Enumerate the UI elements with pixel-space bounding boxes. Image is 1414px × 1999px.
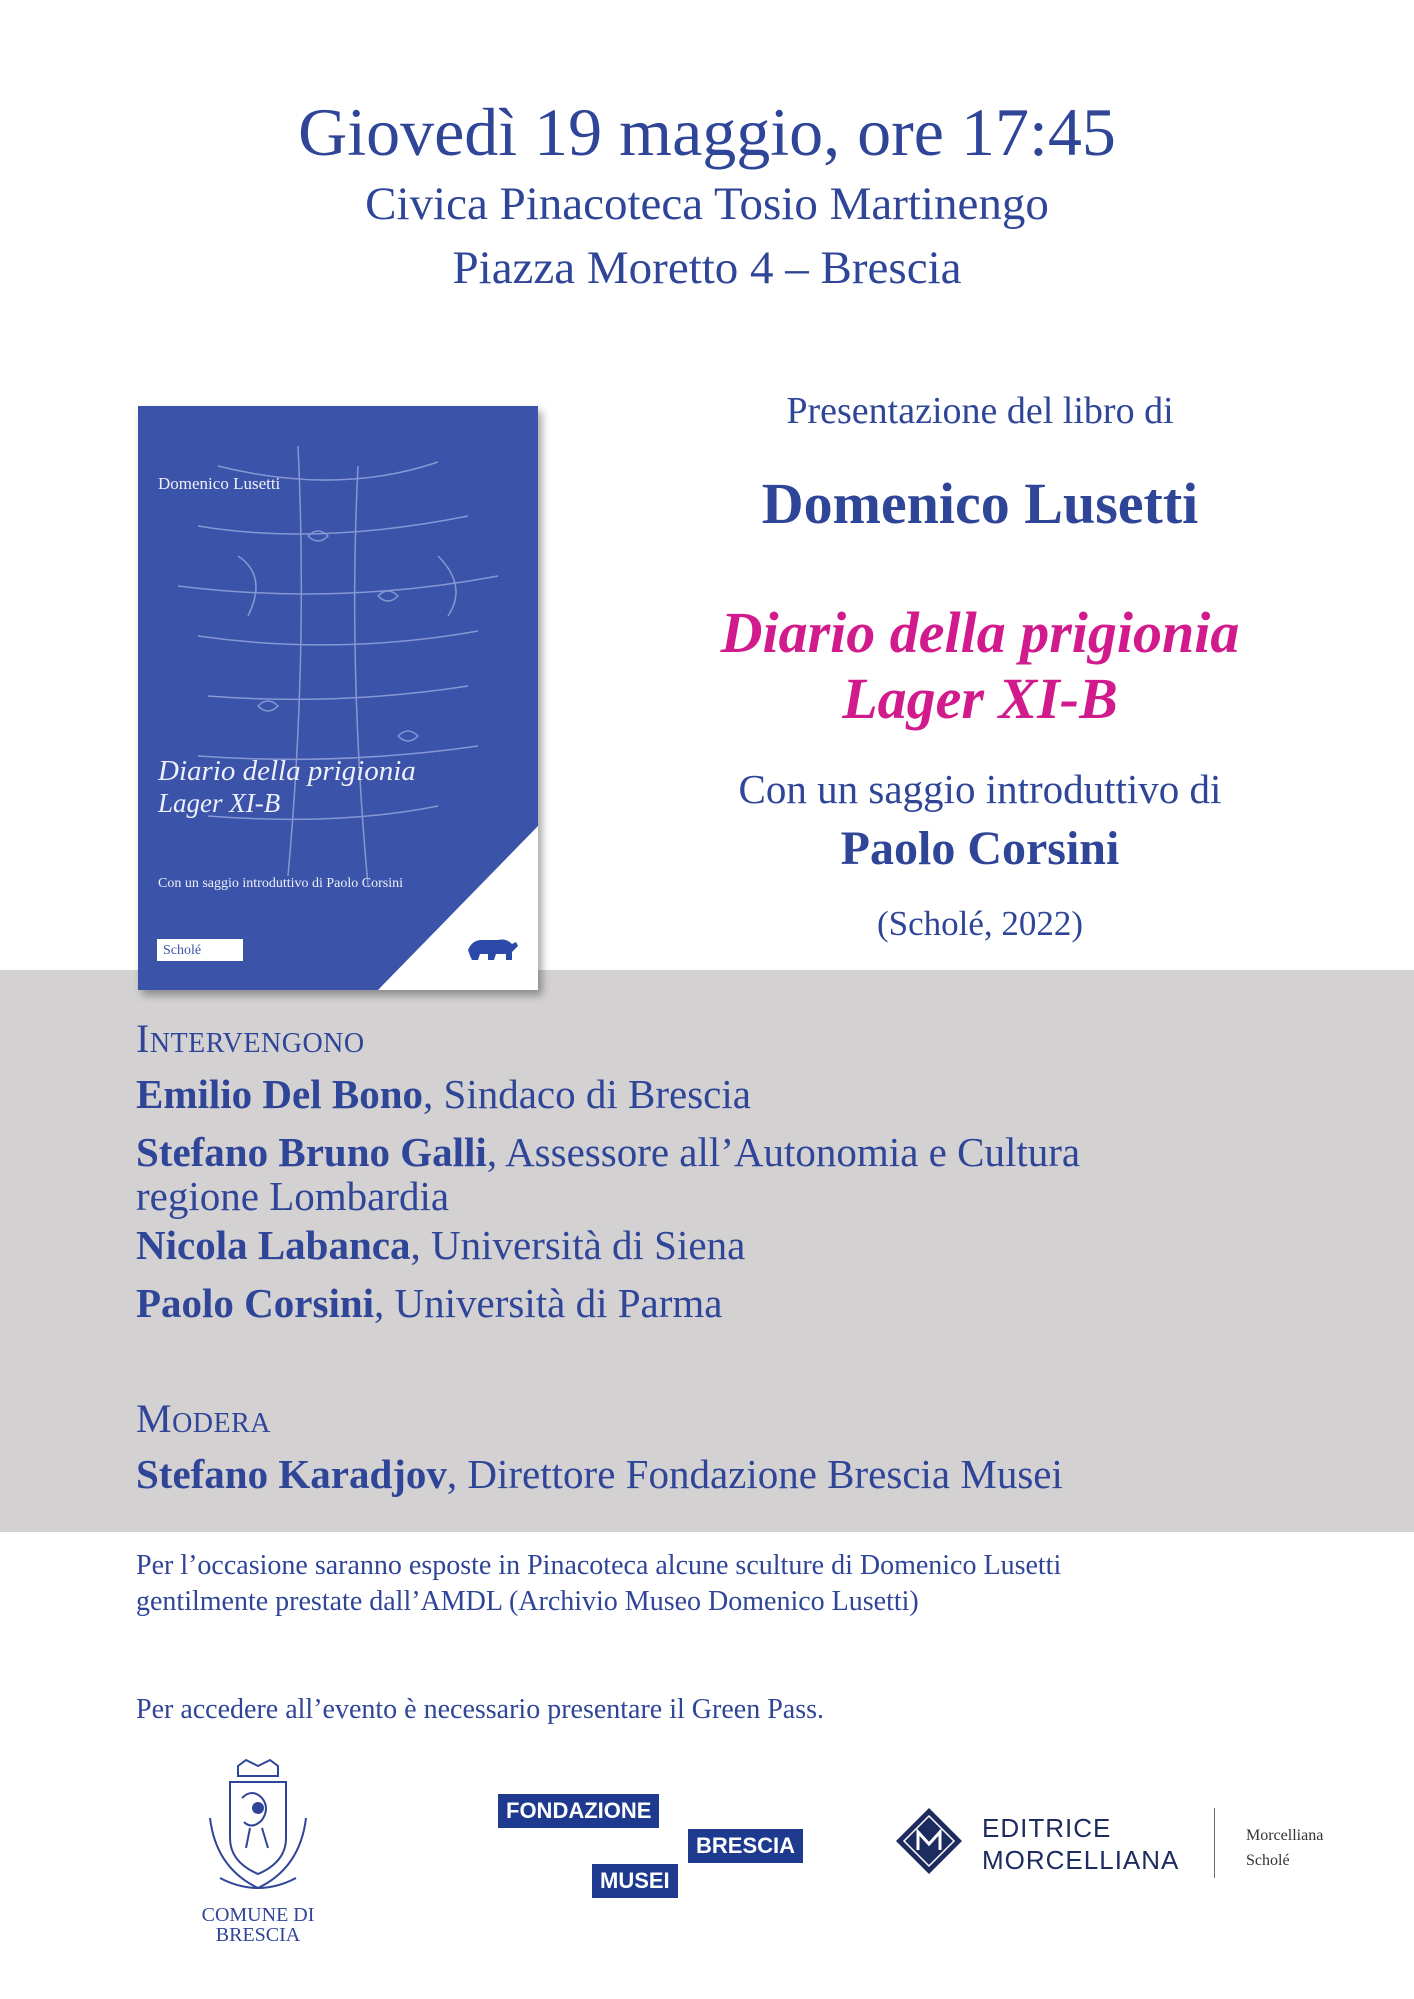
schole-sublabel: Scholé: [1246, 1852, 1290, 1869]
moderator-item: [136, 1452, 1376, 1496]
speaker-name: Paolo Corsini: [136, 1280, 375, 1326]
speaker-name: Emilio Del Bono: [136, 1071, 424, 1117]
event-date: Giovedì 19 maggio, ore 17:45: [298, 94, 1116, 170]
speaker-role: , Università di Siena: [410, 1222, 746, 1268]
exhibition-note: Per l’occasione saranno esposte in Pinacoteca alcune sculture di Domenico Lusetti gentilmente prestate dall’AMDL (Archivio Museo Domenico Lusetti): [136, 1550, 1062, 1617]
speaker-name: Nicola Labanca: [136, 1222, 411, 1268]
speaker-item: [136, 1072, 1376, 1116]
speaker-role-line2: regione Lombardia: [136, 1173, 450, 1219]
speaker-item: [136, 1130, 1376, 1218]
fondazione-brescia-musei-logo-2: BRESCIA: [688, 1829, 803, 1863]
moderator-role: , Direttore Fondazione Brescia Musei: [446, 1451, 1063, 1497]
book-title: Diario della prigionia: [720, 600, 1240, 665]
cover-intro: Con un saggio introduttivo di Paolo Corsini: [158, 876, 404, 891]
morcelliana-sublabel-1: Morcelliana: [1246, 1827, 1324, 1844]
cover-author: Domenico Lusetti: [158, 474, 281, 493]
moderator-name: Stefano Karadjov: [136, 1451, 447, 1497]
cover-title: Diario della prigionia: [158, 755, 416, 787]
fondazione-brescia-musei-logo-1: FONDAZIONE: [498, 1794, 659, 1828]
presentation-intro: Presentazione del libro di: [786, 390, 1174, 432]
publisher-year: (Scholé, 2022): [876, 904, 1084, 943]
morcelliana-emblem-icon: [894, 1806, 964, 1876]
book-author: Domenico Lusetti: [761, 471, 1199, 536]
green-pass-note: Per accedere all’evento è necessario presentare il Green Pass.: [136, 1694, 824, 1725]
morcelliana-label-1: EDITRICE: [982, 1813, 1112, 1843]
cover-subtitle: Lager XI-B: [158, 788, 281, 818]
book-cover: [138, 406, 538, 990]
speaker-item: [136, 1281, 1376, 1325]
comune-label-1: COMUNE DI: [201, 1904, 315, 1926]
speaker-name: Stefano Bruno Galli: [136, 1129, 487, 1175]
logo-divider: [1214, 1808, 1215, 1878]
fondazione-brescia-musei-logo-3: MUSEI: [592, 1864, 678, 1898]
cover-publisher: Scholé: [156, 938, 244, 962]
speaker-item: [136, 1223, 1376, 1267]
book-subtitle: Lager XI-B: [842, 666, 1118, 731]
speaker-role: , Università di Parma: [374, 1280, 723, 1326]
comune-label-2: BRESCIA: [215, 1924, 301, 1946]
event-venue: Civica Pinacoteca Tosio Martinengo: [365, 178, 1049, 230]
essay-intro: Con un saggio introduttivo di: [738, 766, 1222, 812]
speaker-role: , Sindaco di Brescia: [423, 1071, 751, 1117]
speakers-label: Intervengono: [136, 1016, 365, 1061]
essay-author: Paolo Corsini: [840, 822, 1120, 875]
event-address: Piazza Moretto 4 – Brescia: [452, 242, 962, 294]
moderator-label: Modera: [136, 1396, 272, 1441]
speaker-role: , Assessore all’Autonomia e Cultura: [486, 1129, 1081, 1175]
morcelliana-label-2: MORCELLIANA: [982, 1845, 1180, 1875]
